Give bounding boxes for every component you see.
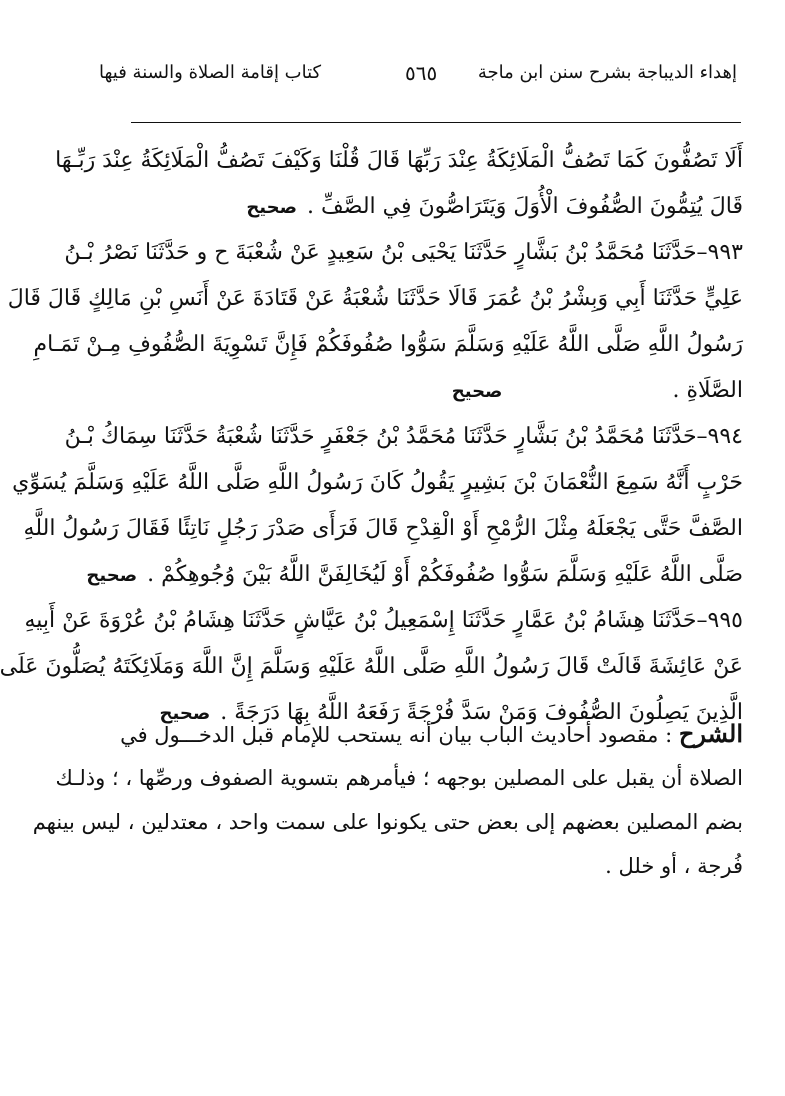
text-line: قَالَ يُتِمُّونَ الصُّفُوفَ الْأُوَلَ وَيَتَرَاصُّونَ فِي الصَّفِّ .صحيح (246, 194, 743, 219)
hadith-text (0, 138, 743, 736)
header-rule (131, 122, 741, 123)
text-line: عَنْ عَائِشَةَ قَالَتْ قَالَ رَسُولُ اللَّهِ صَلَّى اللَّهُ عَلَيْهِ وَسَلَّمَ إِنَّ اللَّهَ وَمَلَائِكَتَهُ يُصَلُّونَ عَلَى (0, 654, 743, 679)
text-line: عَلِيٍّ حَدَّثَنَا أَبِي وَبِشْرُ بْنُ عُمَرَ قَالَا حَدَّثَنَا شُعْبَةُ عَنْ قَتَادَةَ عَنْ أَنَسِ بْنِ مَالِكٍ قَالَ قَالَ (7, 286, 743, 311)
book-title: إهداء الديباجة بشرح سنن ابن ماجة (477, 62, 737, 83)
running-header (87, 56, 737, 90)
grade-label: صحيح (246, 197, 298, 218)
grade-label: صحيح (86, 565, 138, 586)
text-line: رَسُولُ اللَّهِ صَلَّى اللَّهُ عَلَيْهِ وَسَلَّمَ سَوُّوا صُفُوفَكُمْ فَإِنَّ تَسْوِيَةَ الصُّفُوفِ مِـنْ تَمَـامِ (33, 332, 743, 357)
commentary-label: الشرح (678, 719, 743, 748)
hadith-994-start: ٩٩٤–حَدَّثَنَا مُحَمَّدُ بْنُ بَشَّارٍ حَدَّثَنَا مُحَمَّدُ بْنُ جَعْفَرٍ حَدَّثَنَا شُعْبَةُ حَدَّثَنَا سِمَاكُ بْـنُ (64, 424, 743, 449)
page-number: ٥٦٥ (405, 61, 438, 85)
grade-label: صحيح (451, 381, 503, 402)
text-line: الَّذِينَ يَصِلُونَ الصُّفُوفَ وَمَنْ سَدَّ فُرْجَةً رَفَعَهُ اللَّهُ بِهَا دَرَجَةً .صحيح (159, 700, 743, 725)
commentary-section (32, 712, 743, 888)
text-line: الصَّلَاةِ .صحيح (451, 378, 743, 403)
text-line: حَرْبٍ أَنَّهُ سَمِعَ النُّعْمَانَ بْنَ بَشِيرٍ يَقُولُ كَانَ رَسُولُ اللَّهِ صَلَّى اللَّهُ عَلَيْهِ وَسَلَّمَ يُسَوِّي (12, 470, 743, 495)
text-line: صَلَّى اللَّهُ عَلَيْهِ وَسَلَّمَ سَوُّوا صُفُوفَكُمْ أَوْ لَيُخَالِفَنَّ اللَّهُ بَيْنَ وُجُوهِكُمْ .صحيح (86, 562, 743, 587)
commentary-line: الصلاة أن يقبل على المصلين بوجهه ؛ فيأمرهم بتسوية الصفوف ورصِّها ، ؛ وذلـك (55, 766, 743, 790)
hadith-993-start: ٩٩٣–حَدَّثَنَا مُحَمَّدُ بْنُ بَشَّارٍ حَدَّثَنَا يَحْيَى بْنُ سَعِيدٍ عَنْ شُعْبَةَ ح و حَدَّثَنَا نَصْرُ بْـنُ (64, 240, 743, 265)
chapter-title: كتاب إقامة الصلاة والسنة فيها (99, 62, 322, 83)
grade-label: صحيح (159, 703, 211, 724)
commentary-line: الشرح : مقصود أحاديث الباب بيان أنه يستحب للإمام قبل الدخـــول في (120, 719, 743, 748)
text-line: الصَّفَّ حَتَّى يَجْعَلَهُ مِثْلَ الرُّمْحِ أَوْ الْقِدْحِ قَالَ فَرَأَى صَدْرَ رَجُلٍ نَاتِئًا فَقَالَ رَسُولُ اللَّهِ (23, 516, 743, 541)
commentary-line: بضم المصلين بعضهم إلى بعض حتى يكونوا على سمت واحد ، معتدلين ، ليس بينهم (32, 810, 743, 834)
hadith-995-start: ٩٩٥–حَدَّثَنَا هِشَامُ بْنُ عَمَّارٍ حَدَّثَنَا إِسْمَعِيلُ بْنُ عَيَّاشٍ حَدَّثَنَا هِشَامُ بْنُ عُرْوَةَ عَنْ أَبِيهِ (24, 608, 743, 633)
text-line: أَلَا تَصُفُّونَ كَمَا تَصُفُّ الْمَلَائِكَةُ عِنْدَ رَبِّهَا قَالَ قُلْنَا وَكَيْفَ تَصُفُّ الْمَلَائِكَةُ عِنْدَ رَبِّـهَا (55, 148, 743, 173)
commentary-line: فُرجة ، أو خلل . (605, 854, 743, 878)
